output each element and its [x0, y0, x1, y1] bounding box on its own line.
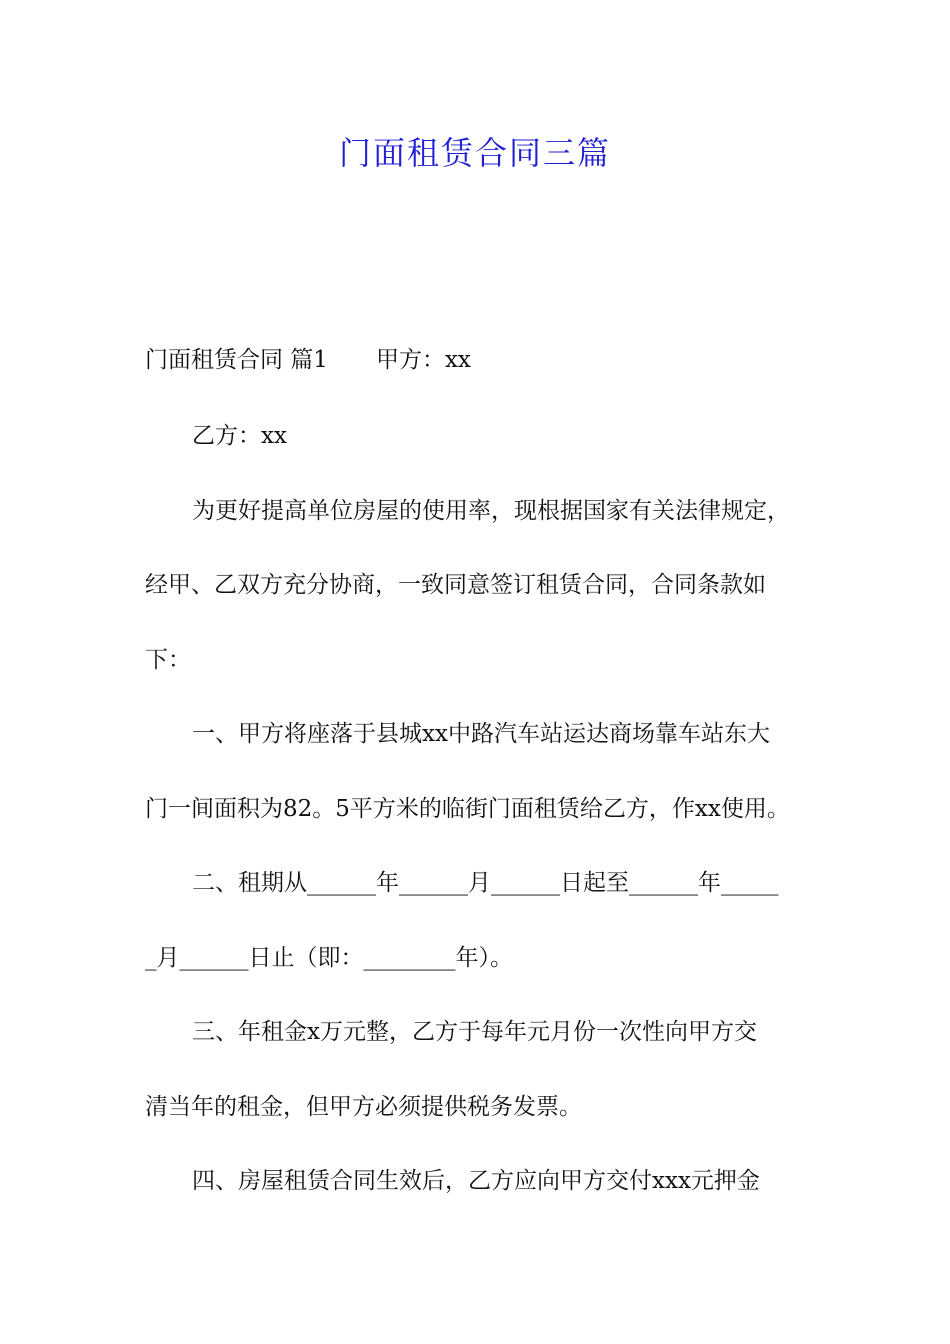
clause-2-line: _月______日止（即：________年）。	[145, 945, 513, 971]
clause-3-line: 三、年租金x万元整，乙方于每年元月份一次性向甲方交	[192, 1019, 757, 1045]
clause-1-line: 一、甲方将座落于县城xx中路汽车站运达商场靠车站东大	[192, 721, 770, 747]
paragraph-line: 为更好提高单位房屋的使用率，现根据国家有关法律规定，	[192, 498, 790, 524]
section-heading: 门面租赁合同 篇1	[145, 347, 328, 373]
document-title: 门面租赁合同三篇	[338, 134, 611, 172]
clause-3-line: 清当年的租金，但甲方必须提供税务发票。	[145, 1094, 582, 1120]
clause-2-line: 二、租期从______年______月______日起至______年_____	[192, 870, 779, 896]
party-a: 甲方：xx	[375, 347, 471, 373]
party-b: 乙方：xx	[192, 423, 287, 449]
paragraph-line: 下：	[145, 647, 191, 673]
paragraph-line: 经甲、乙双方充分协商，一致同意签订租赁合同，合同条款如	[145, 572, 766, 598]
clause-4-line: 四、房屋租赁合同生效后，乙方应向甲方交付xxx元押金	[192, 1168, 760, 1194]
heading-line	[145, 345, 825, 375]
clause-1-line: 门一间面积为82。5平方米的临街门面租赁给乙方，作xx使用。	[145, 796, 790, 822]
